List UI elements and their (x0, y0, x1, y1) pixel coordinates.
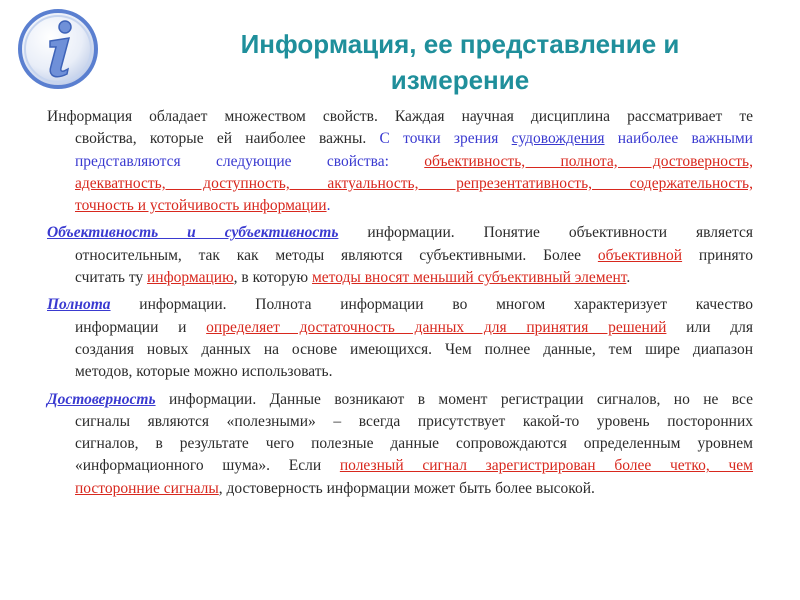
text-line (47, 195, 753, 217)
text: информации и (75, 318, 207, 336)
text: считать ту (75, 269, 148, 287)
text: информации. Данные возникают в момент регистрации сигналов, но не все (155, 390, 753, 408)
term-objectivity: Объективность и субъективность (47, 224, 339, 242)
text-line (47, 455, 753, 477)
text: сигналов, в результате чего полезные данные сопровождаются определенным уровнем (75, 435, 753, 453)
highlight-text: наиболее важными (604, 130, 753, 148)
text: создания новых данных на основе имеющихся. Чем полнее данные, тем шире диапазон (75, 340, 753, 358)
text-line (47, 317, 753, 339)
page-title (120, 26, 800, 98)
text-line (47, 245, 753, 267)
properties-list: адекватность, доступность, актуальность, репрезентативность, содержательность, (75, 174, 753, 192)
text: Информация обладает множеством свойств. Каждая научная дисциплина рассматривает те (47, 108, 753, 125)
text: «информационного шума». Если (75, 457, 340, 475)
text-line (47, 411, 753, 433)
underlined-term: посторонние сигналы (75, 479, 219, 497)
text-line (47, 389, 753, 411)
underlined-term: методы вносят меньший субъективный элемент (311, 269, 627, 287)
text-line (47, 106, 753, 128)
text-line (47, 128, 753, 150)
info-icon (17, 8, 99, 90)
title-line-1: Информация, ее представление и (240, 29, 680, 59)
content-body (47, 106, 753, 505)
text: относительным, так как методы являются субъективными. Более (75, 246, 598, 264)
text-line (47, 433, 753, 455)
text: , достоверность информации может быть более высокой. (218, 479, 595, 497)
text-line (47, 267, 753, 289)
text: . (326, 197, 331, 215)
paragraph-properties (47, 106, 753, 217)
text: свойства, которые ей наиболее важны. (75, 130, 380, 148)
properties-list: точность и устойчивость информации (75, 197, 327, 215)
text: принято (682, 246, 753, 264)
text: информации. Полнота информации во многом характеризует качество (110, 296, 753, 314)
text-line (47, 339, 753, 361)
text: . (626, 269, 631, 287)
title-line-2: измерение (390, 65, 530, 95)
text-line (47, 361, 753, 383)
text: информации. Понятие объективности является (338, 224, 753, 242)
text: сигналы являются «полезными» – всегда присутствует какой-то уровень посторонних (75, 412, 753, 430)
text-line (47, 294, 753, 316)
text: или для (666, 318, 753, 336)
text-line (47, 222, 753, 244)
term-completeness: Полнота (47, 296, 111, 314)
underlined-term: судовождения (511, 130, 605, 148)
highlight-text: представляются следующие свойства: (75, 152, 425, 170)
paragraph-completeness (47, 294, 753, 383)
underlined-term: объективной (597, 246, 683, 264)
text: , в которую (233, 269, 312, 287)
text: методов, которые можно использовать. (75, 363, 333, 381)
properties-list: объективность, полнота, достоверность, (424, 152, 753, 170)
text-line (47, 151, 753, 173)
underlined-term: информацию (147, 269, 234, 287)
text-line (47, 478, 753, 500)
text-line (47, 173, 753, 195)
paragraph-reliability (47, 389, 753, 500)
underlined-term: определяет достаточность данных для принятия решений (206, 318, 667, 336)
underlined-term: полезный сигнал зарегистрирован более четко, чем (339, 457, 753, 475)
highlight-text: С точки зрения (379, 130, 512, 148)
paragraph-objectivity (47, 222, 753, 289)
term-reliability: Достоверность (47, 390, 156, 408)
